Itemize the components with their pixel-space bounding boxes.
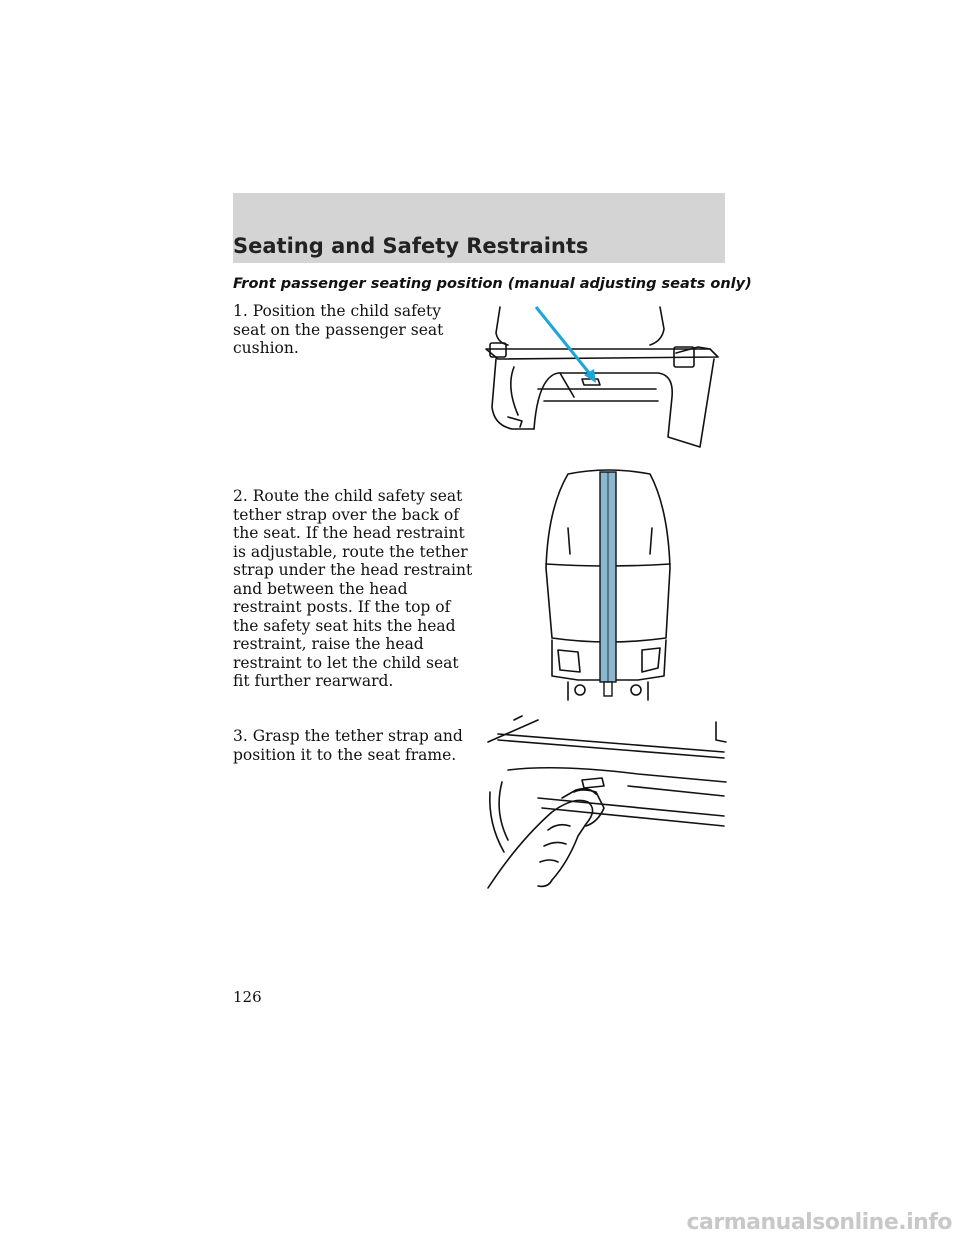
- step-1-text: 1. Position the child safety seat on the passenger seat cushion.: [233, 302, 444, 357]
- page-number: 126: [233, 988, 262, 1006]
- step-2-text: 2. Route the child safety seat tether strap over the back of the seat. If the head restraint is adjustable, route the tether strap under the head restraint and between the head restraint posts. If the top of the safety seat hits the head restraint, raise the head restraint to let the child seat fit further rearward.: [233, 487, 473, 690]
- watermark: carmanualsonline.info: [686, 1210, 952, 1235]
- hand-tether-hook-illustration: [478, 712, 728, 892]
- step-3-text: 3. Grasp the tether strap and position it to the seat frame.: [233, 727, 463, 764]
- seatback-tether-strap-illustration: [538, 468, 678, 713]
- subheading: Front passenger seating position (manual adjusting seats only): [233, 276, 752, 292]
- section-title: Seating and Safety Restraints: [233, 234, 589, 258]
- seat-frame-arrow-illustration: [478, 297, 728, 457]
